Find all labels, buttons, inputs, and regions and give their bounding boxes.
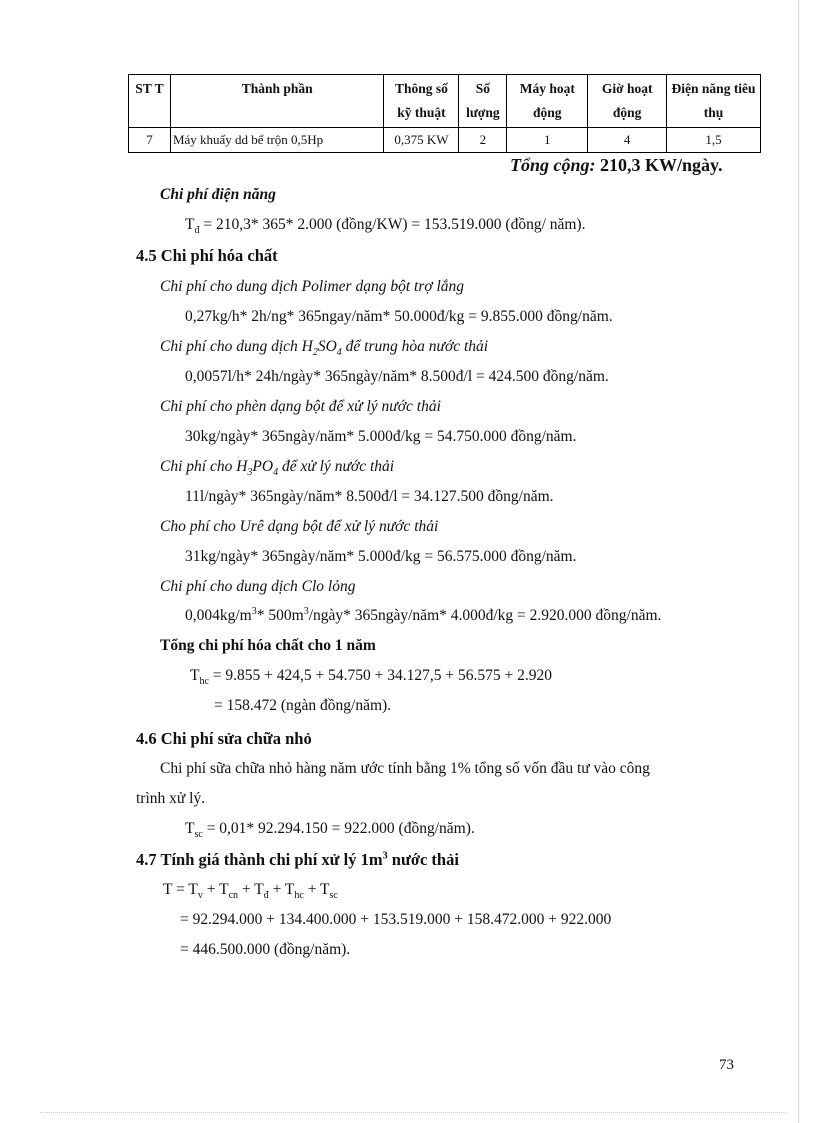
page-edge bbox=[798, 0, 799, 1123]
chem-label-phen: Chi phí cho phèn dạng bột để xử lý nước thải bbox=[160, 398, 441, 415]
equipment-table bbox=[128, 74, 761, 153]
col-spec: Thông số kỹ thuật bbox=[384, 75, 459, 128]
table-header-row bbox=[129, 75, 761, 128]
section-47-line-3: = 446.500.000 (đồng/năm). bbox=[180, 941, 351, 958]
cell-running: 1 bbox=[507, 128, 588, 153]
section-46-formula: $T_{sc} = 0,01*$ 92.294.150 = 922.000 (đồng/năm). bbox=[185, 820, 475, 841]
table-row bbox=[129, 128, 761, 153]
cell-component: Máy khuấy dd bể trộn 0,5Hp bbox=[170, 128, 384, 153]
total-label: Tổng cộng: bbox=[510, 155, 596, 175]
section-47-line-1: $T = T_v + T_{cn} + T_đ + T_{hc} + T_{sc}$ bbox=[163, 881, 338, 902]
col-hours: Giờ hoạt động bbox=[588, 75, 667, 128]
col-stt: ST T bbox=[129, 75, 171, 128]
col-component: Thành phần bbox=[170, 75, 384, 128]
chem-label-polimer: Chi phí cho dung dịch Polimer dạng bột trợ lắng bbox=[160, 278, 465, 295]
page-bottom-divider bbox=[40, 1112, 786, 1113]
electric-formula: $T_đ = 210,3*$ 365* 2.000 (đồng/KW) = 153.519.000 (đồng/ năm). bbox=[185, 216, 586, 237]
chem-label-h2so4: Chi phí cho dung dịch $H_2SO_4$ để trung hòa nước thải bbox=[160, 338, 489, 359]
cell-energy: 1,5 bbox=[667, 128, 761, 153]
section-45-heading: 4.5 Chi phí hóa chất bbox=[136, 246, 278, 265]
chem-calc-polimer: 0,27kg/h* 2h/ng* 365ngay/năm* 50.000đ/kg = 9.855.000 đồng/năm. bbox=[185, 308, 613, 325]
chem-calc-ure: 31kg/ngày* 365ngày/năm* 5.000đ/kg = 56.575.000 đồng/năm. bbox=[185, 548, 577, 565]
total-value: 210,3 KW/ngày. bbox=[600, 155, 723, 175]
section-46-para-2: trình xử lý. bbox=[136, 790, 206, 807]
chem-calc-h2so4: 0,0057l/h* 24h/ngày* 365ngày/năm* 8.500đ/l = 424.500 đồng/năm. bbox=[185, 368, 609, 385]
cell-hours: 4 bbox=[588, 128, 667, 153]
chem-total-heading: Tổng chi phí hóa chất cho 1 năm bbox=[160, 637, 376, 654]
chem-label-h3po4: Chi phí cho $H_3PO_4$ để xử lý nước thải bbox=[160, 458, 395, 479]
cell-spec: 0,375 KW bbox=[384, 128, 459, 153]
chem-calc-phen: 30kg/ngày* 365ngày/năm* 5.000đ/kg = 54.750.000 đồng/năm. bbox=[185, 428, 577, 445]
chem-label-ure: Cho phí cho Urê dạng bột để xử lý nước thải bbox=[160, 518, 439, 535]
chem-calc-h3po4: 11l/ngày* 365ngày/năm* 8.500đ/l = 34.127.500 đồng/năm. bbox=[185, 488, 554, 505]
chem-label-clo: Chi phí cho dung dịch Clo lỏng bbox=[160, 578, 356, 595]
col-running: Máy hoạt động bbox=[507, 75, 588, 128]
chem-total-formula-1: $T_{hc} = 9.855 + 424,5 + 54.750 + 34.127,5 + 56.575 + 2.920$ bbox=[190, 667, 552, 688]
section-46-para-1: Chi phí sữa chữa nhỏ hàng năm ước tính bằng 1% tổng số vốn đầu tư vào công bbox=[160, 760, 650, 777]
col-energy: Điện năng tiêu thụ bbox=[667, 75, 761, 128]
chem-total-formula-2: = 158.472 (ngàn đồng/năm). bbox=[214, 697, 392, 714]
cell-quantity: 2 bbox=[459, 128, 507, 153]
cell-stt: 7 bbox=[129, 128, 171, 153]
col-quantity: Số lượng bbox=[459, 75, 507, 128]
electric-heading: Chi phí điện năng bbox=[160, 186, 276, 203]
table-total bbox=[510, 155, 723, 176]
section-47-heading: 4.7 Tính giá thành chi phí xử lý $1m^3$ nước thải bbox=[136, 850, 459, 869]
chem-calc-clo: $0,004kg/m^3*$ $500m^3/ngày*$ 365ngày/năm* 4.000đ/kg = 2.920.000 đồng/năm. bbox=[185, 606, 662, 625]
page-number: 73 bbox=[719, 1057, 734, 1073]
section-47-line-2: = 92.294.000 + 134.400.000 + 153.519.000 + 158.472.000 + 922.000 bbox=[180, 911, 612, 928]
section-46-heading: 4.6 Chi phí sửa chữa nhỏ bbox=[136, 729, 312, 748]
